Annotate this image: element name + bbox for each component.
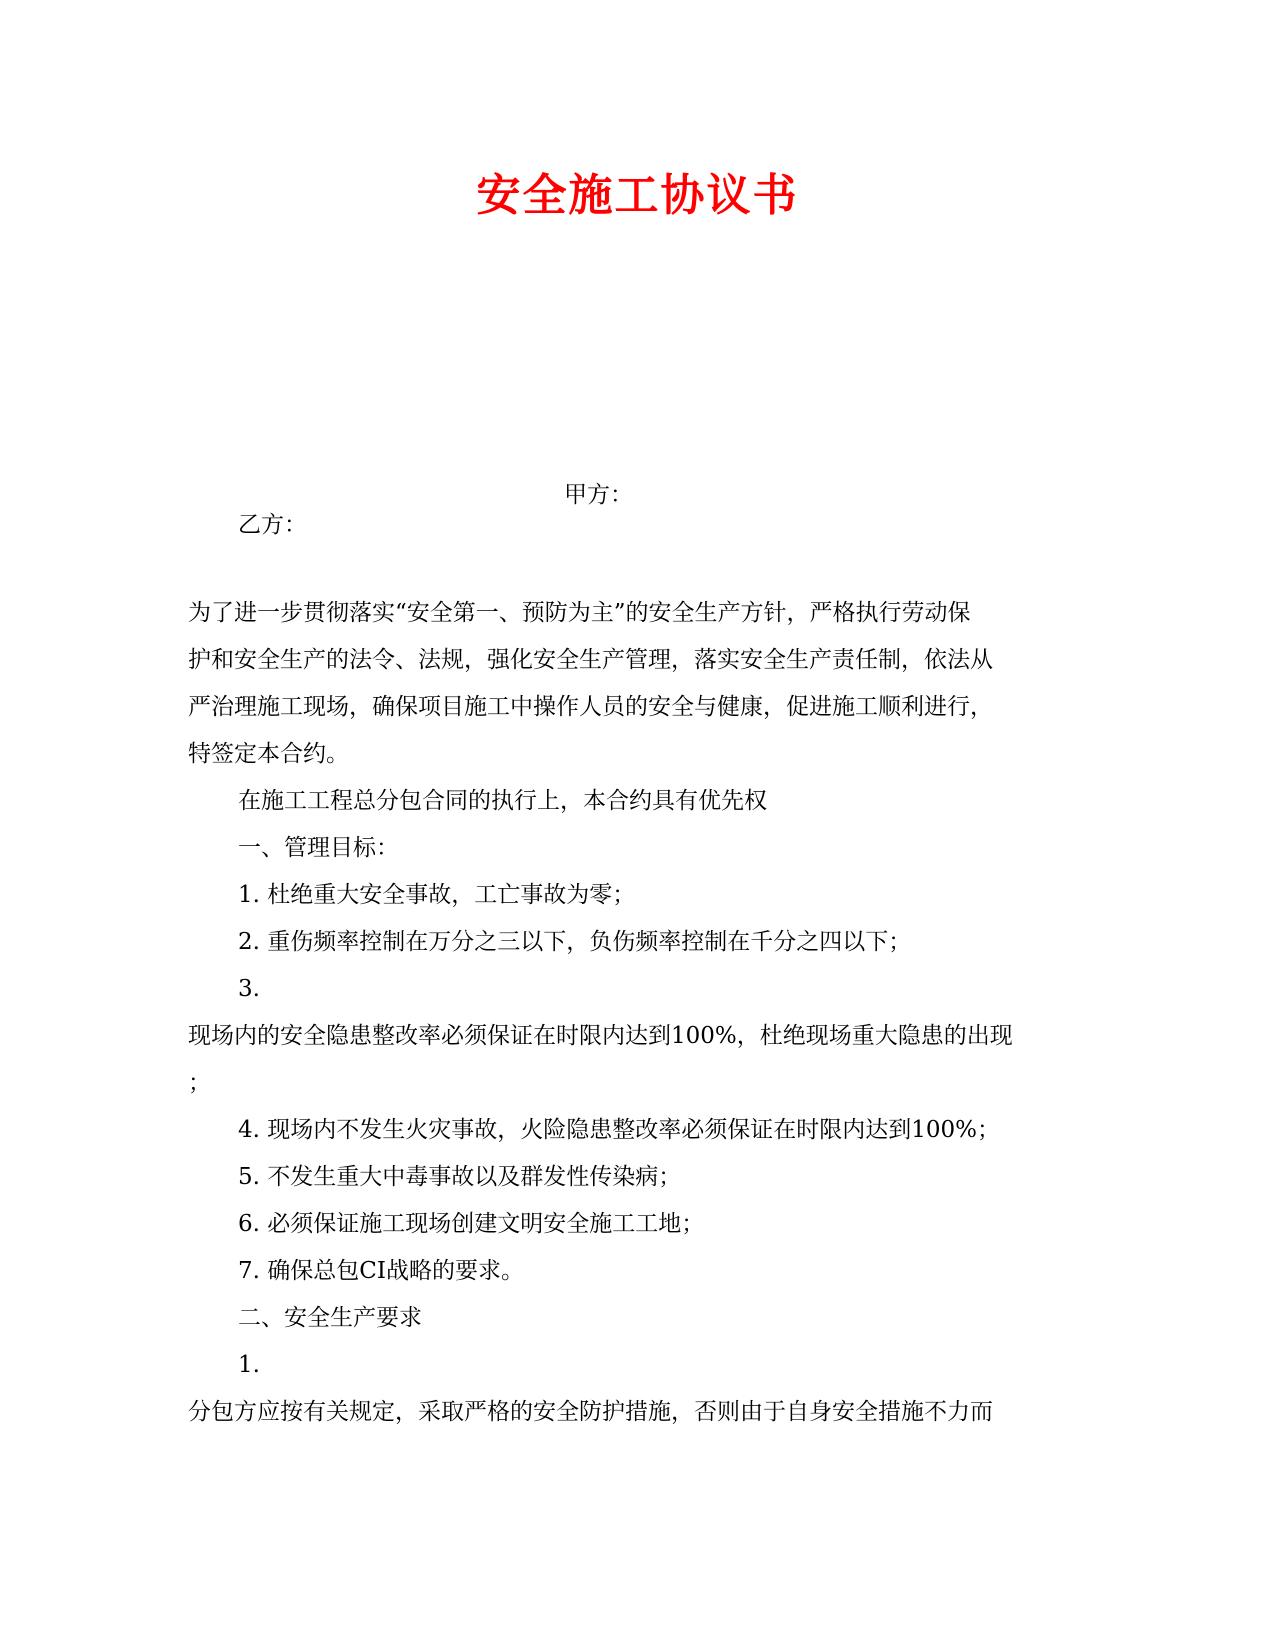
intro-line-4: 特签定本合约。 xyxy=(188,741,349,767)
party-b-label: 乙方： xyxy=(238,512,307,538)
section-1-heading: 一、管理目标： xyxy=(238,835,399,861)
party-a-label: 甲方： xyxy=(564,482,633,508)
intro-line-1: 为了进一步贯彻落实“安全第一、预防为主”的安全生产方针，严格执行劳动保 xyxy=(188,600,971,626)
goal-item-6: 6. 必须保证施工现场创建文明安全施工工地； xyxy=(238,1211,705,1237)
goal-item-7: 7. 确保总包CI战略的要求。 xyxy=(238,1258,524,1284)
goal-item-2: 2. 重伤频率控制在万分之三以下，负伤频率控制在千分之四以下； xyxy=(238,929,912,955)
intro-line-3: 严治理施工现场，确保项目施工中操作人员的安全与健康，促进施工顺利进行， xyxy=(188,694,993,720)
goal-item-5: 5. 不发生重大中毒事故以及群发性传染病； xyxy=(238,1164,682,1190)
section-2-heading: 二、安全生产要求 xyxy=(238,1305,422,1331)
goal-item-3-number: 3. xyxy=(238,976,260,1002)
document-title: 安全施工协议书 xyxy=(476,170,799,221)
priority-statement: 在施工工程总分包合同的执行上，本合约具有优先权 xyxy=(238,788,767,814)
requirement-item-1-text: 分包方应按有关规定，采取严格的安全防护措施，否则由于自身安全措施不力而 xyxy=(188,1399,993,1425)
goal-item-3-tail: ； xyxy=(188,1070,211,1096)
goal-item-4: 4. 现场内不发生火灾事故，火险隐患整改率必须保证在时限内达到100%； xyxy=(238,1117,1001,1143)
requirement-item-1-number: 1. xyxy=(238,1352,260,1378)
goal-item-3-text: 现场内的安全隐患整改率必须保证在时限内达到100%，杜绝现场重大隐患的出现 xyxy=(188,1023,1013,1049)
goal-item-1: 1. 杜绝重大安全事故，工亡事故为零； xyxy=(238,882,636,908)
intro-line-2: 护和安全生产的法令、法规，强化安全生产管理，落实安全生产责任制，依法从 xyxy=(188,647,993,673)
